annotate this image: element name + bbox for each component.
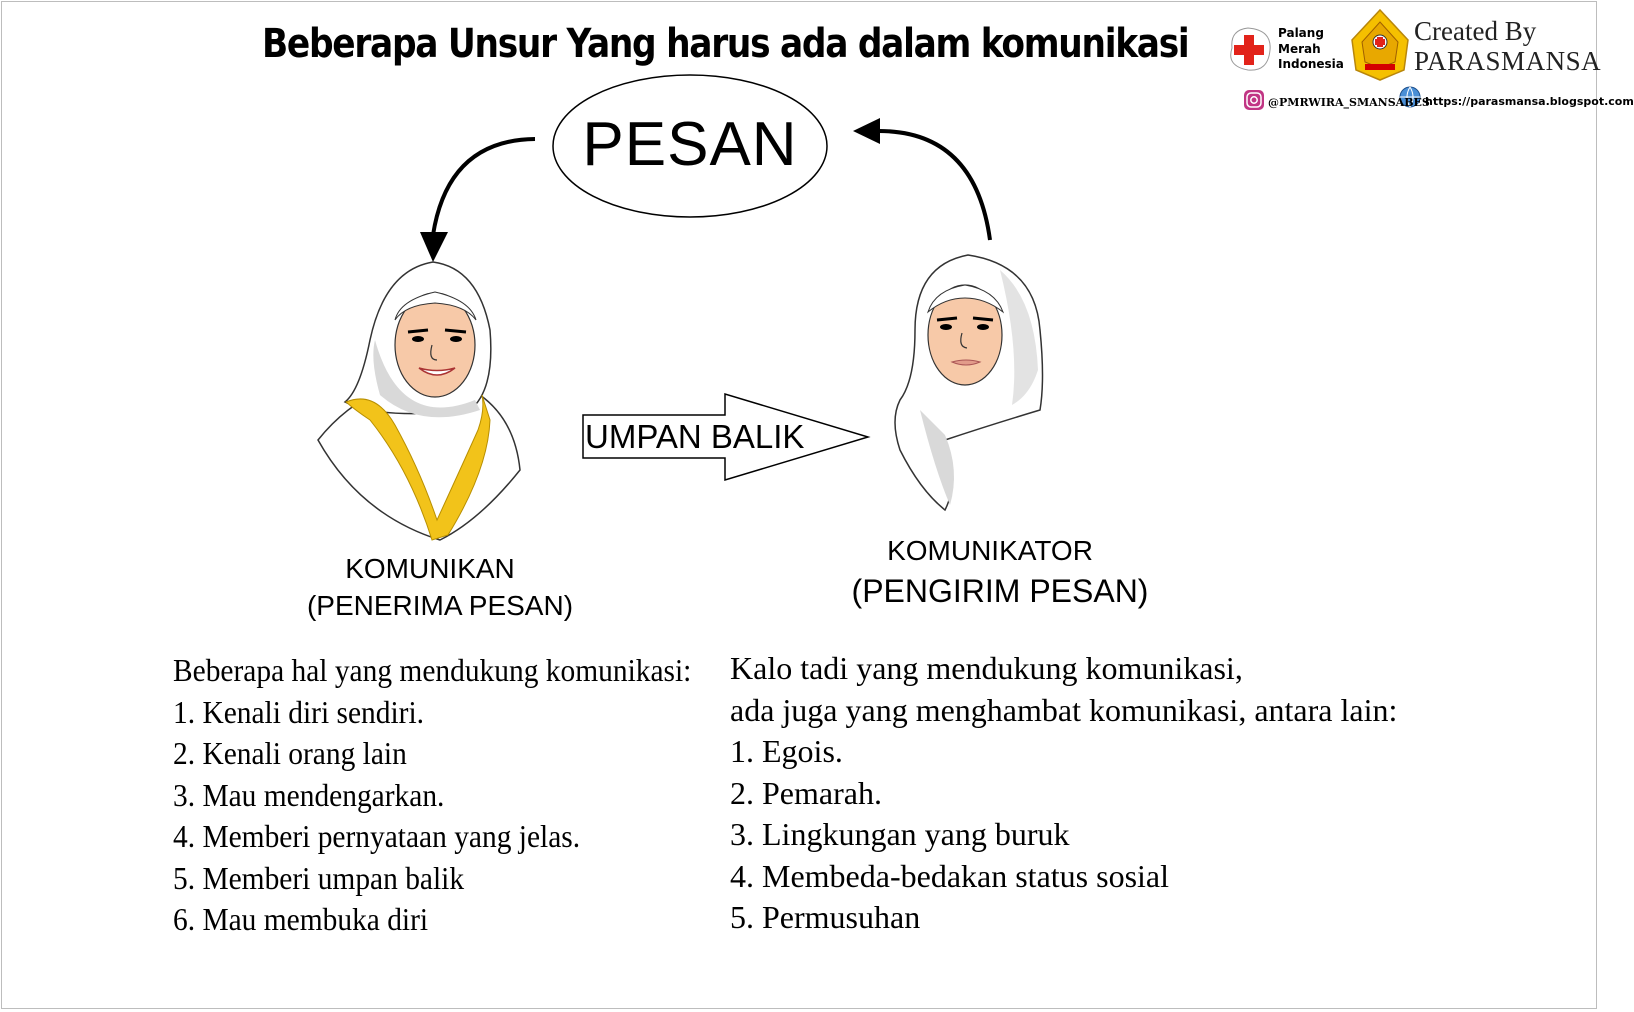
parasmansa-emblem xyxy=(1352,10,1408,80)
arrow-to-message xyxy=(877,131,990,240)
pmi-line: Merah xyxy=(1278,41,1321,56)
list-item: 4. Memberi pernyataan yang jelas. xyxy=(173,818,581,854)
pmi-logo xyxy=(1231,28,1270,70)
pmi-line: Indonesia xyxy=(1278,57,1344,71)
message-label: PESAN xyxy=(582,110,798,179)
supporting-list xyxy=(173,650,692,941)
instagram-icon xyxy=(1244,90,1264,110)
list-item: 3. Mau mendengarkan. xyxy=(173,776,445,813)
receiver-label: KOMUNIKAN xyxy=(345,553,515,584)
list-item: 6. Mau membuka diri xyxy=(173,901,429,937)
list-item: 2. Pemarah. xyxy=(730,774,882,811)
list-item: 5. Memberi umpan balik xyxy=(173,859,465,896)
sender-sublabel: (PENGIRIM PESAN) xyxy=(851,573,1149,609)
arrow-to-message-head xyxy=(853,118,880,144)
pmi-text xyxy=(1278,26,1344,73)
obstacles-heading-line: Kalo tadi yang mendukung komunikasi, xyxy=(730,650,1243,686)
receiver-sublabel: (PENERIMA PESAN) xyxy=(306,590,574,621)
list-item: 1. Egois. xyxy=(730,733,843,769)
list-item: 4. Membeda-bedakan status sosial xyxy=(730,857,1169,894)
arrow-to-receiver xyxy=(433,139,535,235)
feedback-label: UMPAN BALIK xyxy=(585,418,805,455)
list-item: 5. Permusuhan xyxy=(730,899,921,935)
author-name: PARASMANSA xyxy=(1414,46,1602,76)
receiver-figure xyxy=(318,262,520,540)
arrow-to-receiver-head xyxy=(420,232,448,262)
pmi-line: Palang xyxy=(1278,26,1324,40)
sender-figure xyxy=(895,255,1043,510)
list-item: 3. Lingkungan yang buruk xyxy=(730,816,1070,852)
obstacles-list xyxy=(730,648,1470,939)
supporting-heading: Beberapa hal yang mendukung komunikasi: xyxy=(173,652,692,688)
list-item: 1. Kenali diri sendiri. xyxy=(173,693,425,730)
obstacles-heading-line: ada juga yang menghambat komunikasi, antara lain: xyxy=(730,691,1398,728)
created-by-label: Created By xyxy=(1414,16,1537,46)
page-title: Beberapa Unsur Yang harus ada dalam komunikasi xyxy=(262,21,1189,67)
instagram-handle: @PMRWIRA_SMANSABES xyxy=(1268,96,1430,109)
list-item: 2. Kenali orang lain xyxy=(173,735,407,771)
website-url: https://parasmansa.blogspot.com xyxy=(1425,95,1634,108)
sender-label: KOMUNIKATOR xyxy=(887,535,1093,566)
